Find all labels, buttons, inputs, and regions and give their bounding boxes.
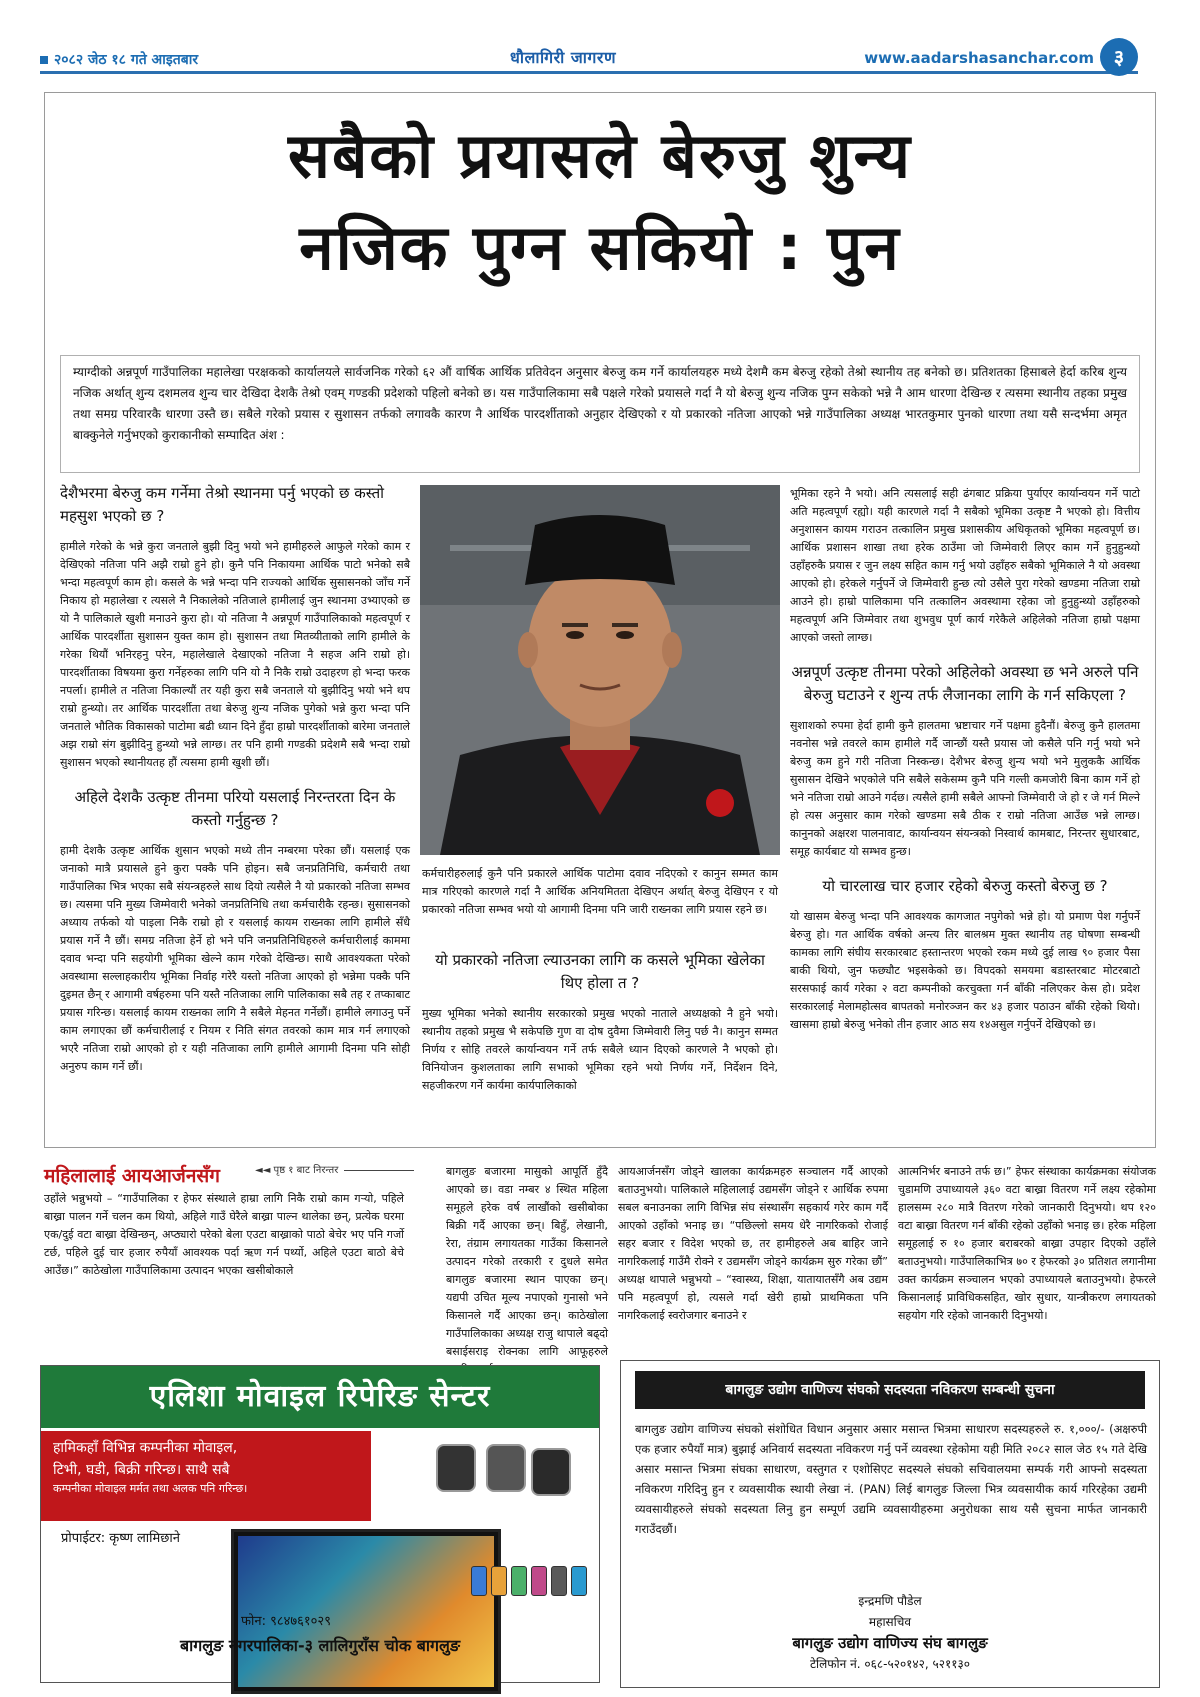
smartwatch-icon xyxy=(436,1444,476,1492)
signatory-name: इन्द्रमणि पौडेल xyxy=(858,1594,922,1608)
ad-line-2: टिभी, घडी, बिक्री गरिन्छ। साथै सबै xyxy=(53,1462,230,1478)
answer-4: सुशाशको रुपमा हेर्दा हामी कुनै हालतमा भ्रष्टाचार गर्ने पक्षमा हुदैनौं। बेरुजु कुनै हालतमा नवनोस भन्ने तवरले काम हामीले गर्दै जान्छौं यस्तै प्रयास जो कसैले पनि गर्नु भयो भने बेरुजु कम हुने गरी नतिजा निस्कन्छ। देशैभर बेरुजु शुन्य भयो भने मुलुककै आर्थिक सुसासन देखिने भएकोले पनि सबैले सकेसम्म कुनै पनि गल्ती कमजोरी बिना काम गर्ने हो भने नतिजा राम्रो आउने गर्दछ। त्यसैले हामी सबैले आफ्नो जिम्मेवारी जे हो र जे गर्न मिल्ने हो त्यस अनुसार काम गरेको खण्डमा सबै ठीक र राम्रो नतिजा आउँछ भन्ने लाग्छ। कानुनको अक्षरश पालनावाट, कार्यान्वयन संयन्त्रको निस्वार्थ कामबाट, निरन्तर सुधारबाट, समूह कार्यबाट यो सम्भव हुन्छ। xyxy=(790,719,1140,858)
ad-proprietor: प्रोपाईटर: कृष्ण लामिछाने xyxy=(61,1531,180,1546)
article-intro: म्याग्दीको अन्नपूर्ण गाउँपालिका महालेखा परक्षकको कार्यालयले सार्वजनिक गरेको ६२ औं वार्षिक आर्थिक प्रतिवेदन अनुसार बेरुजु कम गर्ने कार्यालयहरु मध्ये देशमै कम बेरुजु रहेको तेश्रो स्थानीय तह बनेको छ। प्रतिशतका हिसाबले हेर्दा करिब शुन्य नजिक अर्थात् शुन्य दशमलव शुन्य चार देखिदा देशकै तेश्रो एवम् गण्डकी प्रदेशको पहिलो बनेको छ। यस गाउँपालिकामा सबै पक्षले गरेको प्रयासले गर्दा नै यो बेरुजु शुन्य नजिक पुग्न सकेको भन्ने नै आम धारणा देखिन्छ र त्यसमा स्थानीय तहका प्रमुख तथा समग्र परिवारकै धारणा उस्तै छ। सबैले गरेको प्रयास र सुशासन तर्फको लगावकै कारण नै आर्थिक पारदर्शीताको अनुहार देखिएको र यो प्रकारको नतिजा आएको भन्ने गाउँपालिका अध्यक्ष भारतकुमार पुनको धारणा तथा यसै सन्दर्भमा अमृत बाक्कुनेले गर्नुभएको कुराकानीको सम्पादित अंश : xyxy=(60,355,1140,473)
article-column-3 xyxy=(790,485,1140,1038)
phone-icon xyxy=(551,1566,567,1596)
mobile-repair-ad xyxy=(40,1365,600,1683)
continuation-ref-text: ◄◄ पृष्ठ १ बाट निरन्तर xyxy=(255,1165,339,1176)
question-2: अहिले देशकै उत्कृष्ट तीनमा परियो यसलाई निरन्तरता दिन के कस्तो गर्नुहुन्छ ? xyxy=(74,788,396,829)
portrait-photo xyxy=(420,485,780,855)
phone-icon xyxy=(571,1566,587,1596)
masthead: धौलागिरी जागरण xyxy=(510,48,617,67)
ad-services xyxy=(41,1431,371,1521)
square-bullet-icon xyxy=(40,56,48,64)
ad-line-3: कम्पनीका मोवाइल मर्मत तथा अलक पनि गरिन्छ। xyxy=(53,1482,248,1495)
continuation-col-3: आयआर्जनसँग जोड्ने खालका कार्यक्रमहरु सञ्चालन गर्दै आएको बताउनुभयो। पालिकाले महिलालाई उद्यमसँग जोड्ने र आर्थिक रुपमा सबल बनाउनका लागि विभिन्न संघ संस्थासँग सहकार्य गरेर काम गर्दै आएको उहाँको भनाइ छ। “पछिल्लो समय धेरै नागरिकको रोजाई सहर बजार र विदेश भएको छ, तर हामीहरुले अब बाहिर जाने नागरिकलाई गाउँमै रोक्ने र उद्यमसँग जोड्ने कार्यक्रम सुरु गरेका छौं” अध्यक्ष थापाले भन्नुभयो – “स्वास्थ्य, शिक्षा, यातायातसँगै अब उद्यम पनि महत्वपूर्ण हो, त्यसले गर्दा खेरी हाम्रो प्राथमिकता पनि नागरिकलाई स्वरोजगार बनाउने र xyxy=(618,1165,888,1322)
ad-address: बागलुङ नगरपालिका-३ लालिगुराँस चोक बागलुङ xyxy=(179,1636,461,1655)
article-column-1 xyxy=(60,478,410,1080)
continuation-col-1: उहाँले भन्नुभयो – “गाउँपालिका र हेफर संस्थाले हाम्रा लागि निकै राम्रो काम गर्‍यो, पहिले बाख्रा पालन गर्ने चलन कम थियो, अहिले गाउँ घेरैले बाख्रा पाल्न थालेका छन्, प्रत्येक घरमा एक/दुई वटा बाख्रा देखिन्छन्, अप्ठ्यारो परेको बेला एउटा बाख्राको पाठो बेचेर भए पनि गर्जो टर्छ, पहिले दुई चार हजार रुपैयाँ आवश्यक पर्दा ऋण गर्न पर्थ्यो, अहिले एउटा बाठो बेचे आउँछ।” काठेखोला गाउँपालिकामा उत्पादन भएका खसीबोकाले xyxy=(44,1192,404,1277)
divider xyxy=(344,1170,414,1171)
phone-icon xyxy=(531,1566,547,1596)
notice-phone: टेलिफोन नं. ०६८-५२०१४२, ५२११३० xyxy=(810,1657,970,1671)
ad-title: एलिशा मोवाइल रिपेरिङ सेन्टर xyxy=(41,1366,599,1428)
answer-2: हामी देशकै उत्कृष्ट आर्थिक शुसान भएको मध्ये तीन नम्बरमा परेका छौं। यसलाई एक जनाको मात्रै प्रयासले हुने कुरा पक्कै पनि होइन। सबै जनप्रतिनिधि, कर्मचारी तथा गाउँपालिका भित्र भएका सबै संयन्त्रहरुले साथ दियो त्यसैले नै यो प्रकारको नतिजा सम्भव छ। त्यसमा पनि मुख्य जिम्मेवारी भनेको जनप्रतिनिधि तथा कर्मचारीकै रहन्छ। सुसासनको अध्याय तर्फको यो पाइला निकै राम्रो हो र यसलाई कायम राख्नका लागि हामीले सँधै प्रयास गर्ने नै छौं। समग्र नतिजा हेर्ने हो भने पनि जनप्रतिनिधिहरुले कर्मचारीलाई काममा दवाव भन्दा पनि सहयोगी भूमिका खेल्ने काम गरेको देखिन्छ। साथै आवश्यकता परेको अवस्थामा सल्लाहकारीय भूमिका निर्वाह गरेरै यस्तो नतिजा आएको हो भन्नेमा पक्कै पनि दुइमत छैन् र आगामी वर्षहरुमा पनि यस्तै नतिजाका लागि पालिकाका सबै तह र तप्काबाट प्रयास गरिन्छ। यसलाई कायम राख्नका लागि नै सबैले मेहनत गर्नेछौं। हामीले लगाउनु पर्ने काम लगाएका छौं कर्मचारीलाई र नियम र निति संगत तवरको काम मात्र गर्न लगाएको भएरै नतिजा राम्रो आएको हो र यही नतिजाका लागि हामीले आगामी दिनमा पनि सोही अनुरुप काम गर्ने छौं। xyxy=(60,844,410,1073)
headline-line-1: सबैको प्रयासले बेरुजु शुन्य xyxy=(288,119,912,192)
page-number: ३ xyxy=(1100,38,1138,76)
issue-date xyxy=(40,50,198,69)
article-headline xyxy=(44,110,1156,294)
question-5: यो चारलाख चार हजार रहेको बेरुजु कस्तो बेरुजु छ ? xyxy=(822,877,1108,895)
answer-3: मुख्य भूमिका भनेको स्थानीय सरकारको प्रमुख भएको नाताले अध्यक्षको नै हुने भयो। स्थानीय तहको प्रमुख भै सकेपछि गुण वा दोष दुवैमा जिम्मेवारी लिनु पर्छ नै। कानुन सम्मत निर्णय र सोहि तवरले कार्यान्वयन गर्ने तर्फ सबैले ध्यान दिएको कारणले नै भएको हो। विनियोजन कुशलताका लागि सभाको भूमिका रहने भयो निर्णय गर्ने, निर्देशन दिने, सहजीकरण गर्ने कार्यमा कार्यपालिकाको xyxy=(422,1007,778,1092)
page-header xyxy=(40,46,1138,74)
continuation-heading: महिलालाई आयआर्जनसँग xyxy=(44,1165,220,1187)
website-url[interactable]: www.aadarshasanchar.com xyxy=(864,49,1094,67)
notice-body: बागलुङ उद्योग वाणिज्य संघको संशोधित विधान अनुसार असार मसान्त भित्रमा साधारण सदस्यहरुले रु. १,०००/- (अक्षरुपी एक हजार रुपैयाँ मात्र) बुझाई अनिवार्य सदस्यता नविकरण गर्नु पर्ने व्यवस्था रहेकोमा यही मिति २०८२ साल जेठ १५ गते देखि असार मसान्त भित्रमा संघका साधारण, वस्तुगत र एशोसिएट सदस्यले संघको सचिवालयमा सम्पर्क गरी आफ्नो सदस्यता नविकरण गरिदिनु हुन र व्यवसायीक स्थायी लेखा नं. (PAN) लिई बागलुङ जिल्ला भित्र व्यवसायीक कार्य गरिरहेका उद्यमी व्यवसायीहरुले संघको सदस्यता लिनु हुन सम्पूर्ण उद्यमि व्यवसायीहरुमा अनुरोधका साथ यसै सुचना मार्फत जानकारी गराउँदछौं। xyxy=(635,1422,1147,1536)
portrait-illustration xyxy=(420,485,780,855)
ad-line-1: हामिकहाँ विभिन्न कम्पनीका मोवाइल, xyxy=(53,1440,238,1456)
notice-organization: बागलुङ उद्योग वाणिज्य संघ बागलुङ xyxy=(792,1634,988,1652)
column-3-text: भूमिका रहने नै भयो। अनि त्यसलाई सही ढंगबाट प्रक्रिया पुर्याएर कार्यान्वयन गर्ने पाटो अति महत्वपूर्ण रह्यो। यही कारणले गर्दा नै सबैको भूमिका उत्कृष्ट नै भएको हो। वित्तीय अनुशासन कायम गराउन तत्कालिन प्रमुख प्रशासकीय अधिकृतको भूमिका महत्वपूर्ण छ। आर्थिक प्रशासन शाखा तथा हरेक ठाउँमा जो जिम्मेवारी लिएर काम गर्ने हुनुहुन्थ्यो उहाँहरुकै प्रयास र जुन लक्ष्य सहित काम गर्नु भयो उहाँहरु सबैको भूमिकाले नै यो अवस्था आएको हो। हरेकले गर्नुपर्ने जे जिम्मेवारी हुन्छ त्यो उसैले पुरा गरेको खण्डमा नतिजा राम्रो आउने हो। हाम्रो पालिकामा पनि तत्कालिन अवस्थामा रहेका जो हुनुहुन्थ्यो उहाँहरुको महत्वपूर्ण अनि जिम्मेवार तथा शुभवुध पूर्ण कार्य गरेकैले अहिलेको नतिजा हाम्रो पक्षमा आएको जस्तो लाग्छ। xyxy=(790,487,1140,644)
article-column-2 xyxy=(422,865,778,1099)
answer-1: हामीले गरेको के भन्ने कुरा जनताले बुझी दिनु भयो भने हामीहरुले आफुले गरेको काम र देखिएको नतिजा पनि अझै राम्रो हुने हो। कुनै पनि निकायमा आर्थिक पाटो भनेको सबै भन्दा महत्वपूर्ण काम हो। कसले के भन्ने भन्दा पनि राज्यको आर्थिक सुसासनको जाँच गर्ने निकाय हो महालेखा र त्यसले नै निकालेको नतिजाले हामीलाई जुन स्थानमा उभ्याएको छ यो नै पालिकाले खुशी मनाउने कुरा हो। यो नतिजा नै अन्नपूर्ण गाउँपालिकाको महत्वपूर्ण र आर्थिक पारदर्शीता सुशासन युक्त काम हो। सुशासन तथा मितव्यीताको लागि हामीले के गरेका थियौं भनिरहनु परेन, महालेखाले देखाएको नतिजा नै सहज अनि राम्रो हो। पारदर्शीताका विषयमा कुरा गर्नेहरुका लागि पनि यो नै निकै राम्रो उदाहरण हो भन्दा फरक नपर्ला। हामीले त नतिजा निकाल्यौं तर यही कुरा सबै जनताले यो बुझीदिनु भयो भने थप राम्रो हुन्थ्यो। तर आर्थिक पारदर्शीता तथा बेरुजु शुन्य नजिक पुगेको भन्ने कुरा भन्दा पनि जनताले भौतिक विकासको पाटोमा बढी ध्यान दिने हुँदा हाम्रो पारदर्शीताको बारेमा जनताले अझ राम्रो संग बुझीदिनु हुन्थ्यो भन्ने लाग्छ। तर पनि हामी गण्डकी प्रदेशमै सबै भन्दा राम्रो सुशासन भएको स्थानीयतह हौं त्यसमा हामी खुशी छौं। xyxy=(60,540,410,769)
headline-line-2: नजिक पुग्न सकियो : पुन xyxy=(299,211,901,284)
phone-icon xyxy=(511,1566,527,1596)
phone-icon xyxy=(471,1566,487,1596)
smartwatch-icon xyxy=(486,1444,526,1492)
ad-phone: फोन: ९८४७६१०२९ xyxy=(241,1614,331,1629)
continuation-col-4: आत्मनिर्भर बनाउने तर्फ छ।” हेफर संस्थाका कार्यक्रमका संयोजक चुडामणि उपाध्यायले ३६० वटा बाख्रा वितरण गर्ने लक्ष्य रहेकोमा हालसम्म २८० मात्रै वितरण गरेको जानकारी दिनुभयो। थप १२० वटा बाख्रा वितरण गर्न बाँकी रहेको उहाँको भनाइ छ। हरेक महिला समूहलाई रु १० हजार बराबरको बाख्रा उपहार दिएको उहाँले बताउनुभयो। गाउँपालिकाभित्र ७० र हेफरको ३० प्रतिशत लगानीमा उक्त कार्यक्रम सञ्चालन भएको उपाध्यायले बताउनुभयो। हेफरले किसानलाई प्राविधिकसहित, खोर सुधार, यान्त्रीकरण लगायतको सहयोग गरि रहेको जानकारी दिनुभयो। xyxy=(898,1165,1156,1322)
question-3: यो प्रकारको नतिजा ल्याउनका लागि क कसले भूमिका खेलेका थिए होला त ? xyxy=(435,951,765,992)
notice-signature xyxy=(621,1591,1159,1675)
continuation-col-2: बागलुङ बजारमा मासुको आपूर्ति हुँदै आएको छ। वडा नम्बर ४ स्थित महिला समूहले हरेक वर्ष लाखौंको खसीबोका बिक्री गर्दै आएका छन्। बिहुँ, लेखानी, रेरा, तंग्राम लगायतका गाउँका किसानले उत्पादन गरेको तरकारी र दुधले समेत बागलुङ बजारमा स्थान पाएका छन्। यद्यपी उचित मूल्य नपाएको गुनासो भने किसानले गर्दै आएका छन्। काठेखोला गाउँपालिकाका अध्यक्ष राजु थापाले बढ्दो बसाईसराइ रोक्नका लागि आफूहरुले xyxy=(446,1165,608,1358)
column-2-text: कर्मचारीहरुलाई कुनै पनि प्रकारले आर्थिक पाटोमा दवाव नदिएको र कानुन सम्मत काम मात्र गरिएको कारणले गर्दा नै आर्थिक अनियमितता देखिएन अर्थात् बेरुजु देखिएन र यो प्रकारको नतिजा सम्भव भयो यो आगामी दिनमा पनि जारी राख्नका लागि प्रयास रहने छ। xyxy=(422,867,778,916)
smartwatch-icon xyxy=(531,1448,571,1496)
answer-5: यो खासम बेरुजु भन्दा पनि आवश्यक कागजात नपुगेको भन्ने हो। यो प्रमाण पेश गर्नुपर्ने बेरुजु हो। गत आर्थिक वर्षको अन्त्य तिर बालश्रम मुक्त स्थानीय तह घोषणा सम्बन्धी कामका लागि संघीय सरकारबाट हस्तान्तरण भएको रकम मध्ये दुई लाख ९० हजार पैसा बाकी थियो, जुन फछ्यौट भइसकेको छ। विपदको समयमा बडास्तरबाट मोटरबाटो सरसफाई कार्य गरेका २ वटा कम्पनीको करचुक्ता गर्न बाँकी नलिएकर केस हो। प्रदेश सरकारलाई मेलामहोत्सव बापतको मनोरञ्जन कर ४३ हजार पठाउन बाँकी रहेको थियो। खासमा हाम्रो बेरुजु भनेको तीन हजार आठ सय १४असुल गर्नुपर्ने देखिएको छ। xyxy=(790,910,1140,1031)
question-4: अन्नपूर्ण उत्कृष्ट तीनमा परेको अहिलेको अवस्था छ भने अरुले पनि बेरुजु घटाउने र शुन्य तर्फ लैजानका लागि के गर्न सकिएला ? xyxy=(791,663,1139,704)
issue-date-text: २०८२ जेठ १८ गते आइतबार xyxy=(54,52,199,68)
signatory-designation: महासचिव xyxy=(868,1615,912,1629)
notice-title: बागलुङ उद्योग वाणिज्य संघको सदस्यता नविकरण सम्बन्धी सुचना xyxy=(635,1371,1145,1409)
phone-icon xyxy=(491,1566,507,1596)
continuation-ref xyxy=(255,1162,414,1176)
question-1: देशैभरमा बेरुजु कम गर्नेमा तेश्रो स्थानमा पर्नु भएको छ कस्तो महसुश भएको छ ? xyxy=(60,484,385,525)
membership-notice xyxy=(620,1360,1160,1688)
